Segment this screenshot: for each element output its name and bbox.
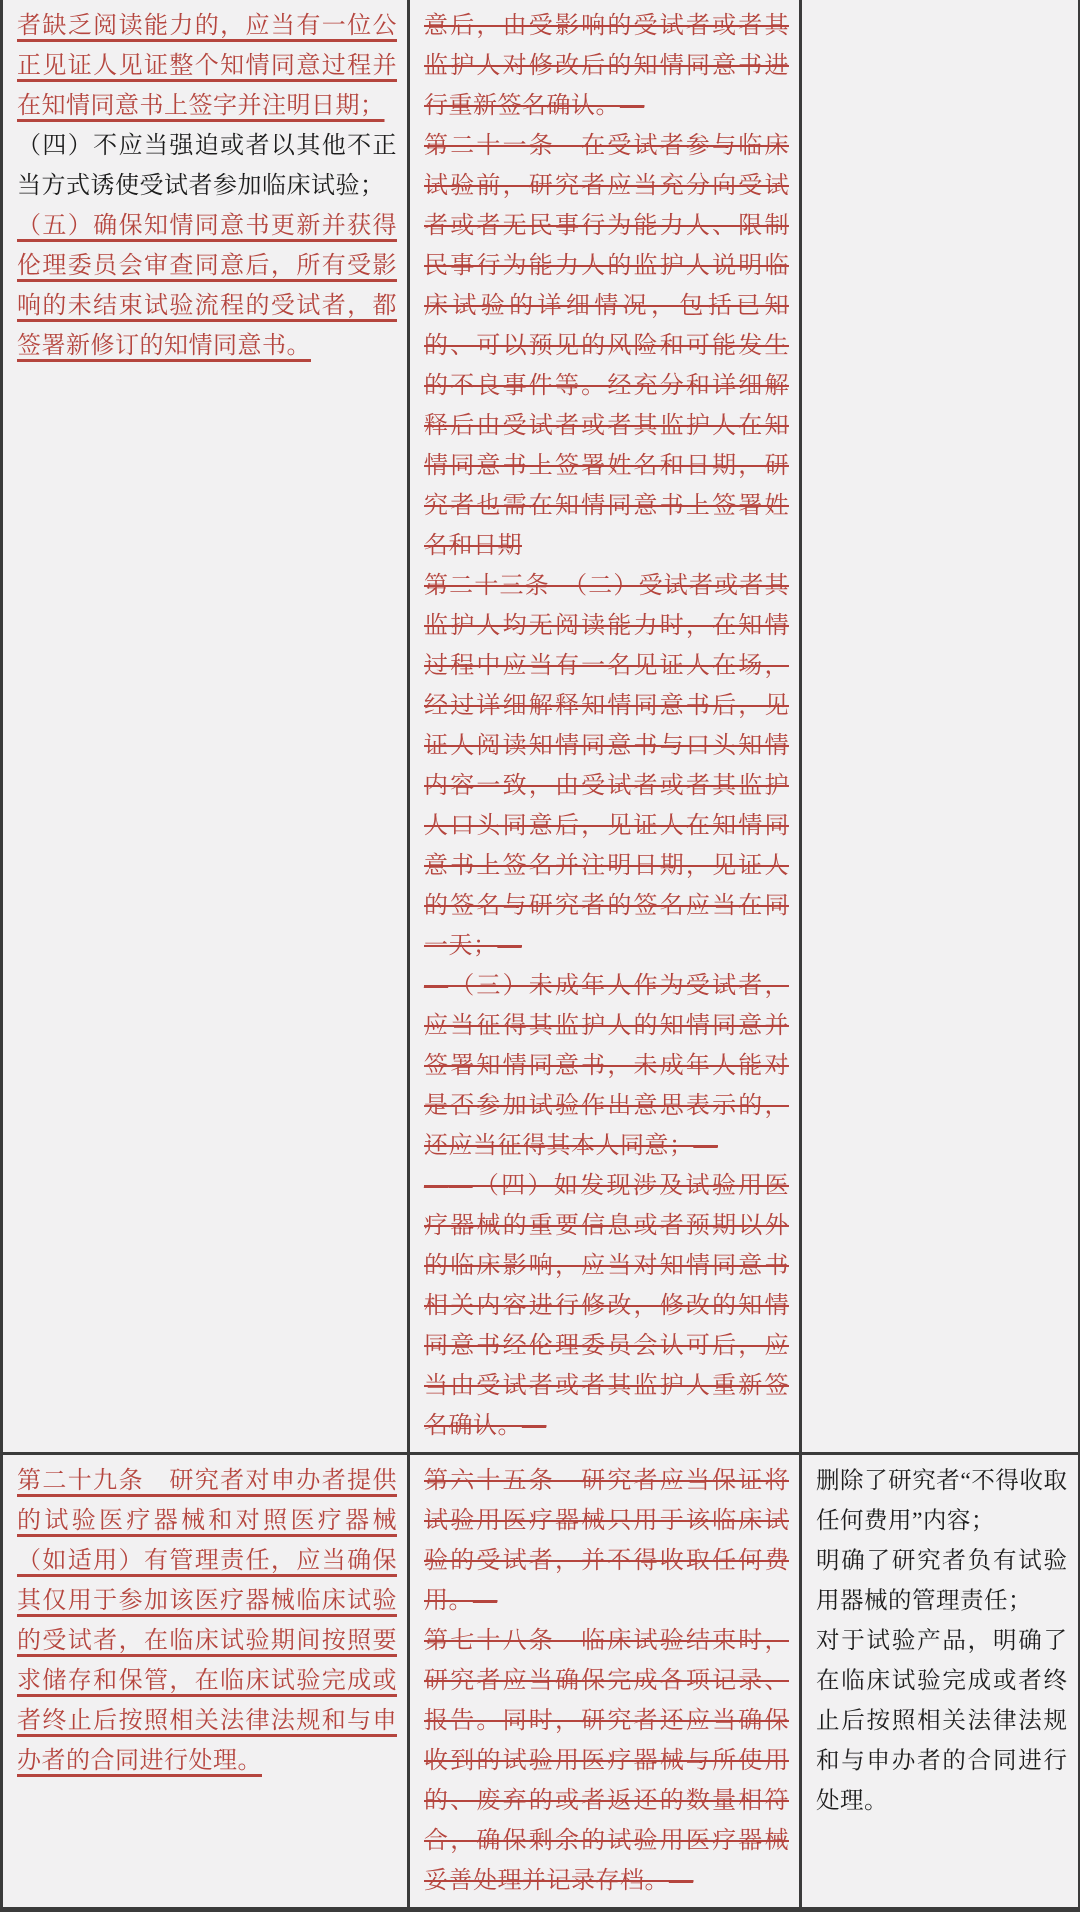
paragraph-deleted: 第二十一条 在受试者参与临床试验前，研究者应当充分向受试者或者无民事行为能力人、限制民事行为能力人的监护人说明临床试验的详细情况，包括已知的、可以预见的风险和可能发生的不良事件等。经充分和详细解释后由受试者或者其监护人在知情同意书上签署姓名和日期，研究者也需在知情同意书上签署姓名和日期 — [424, 133, 789, 559]
cell-old-version-text — [409, 1454, 801, 1910]
cell-old-version-text — [409, 0, 801, 1454]
paragraph-inserted: 第二十九条 研究者对申办者提供的试验医疗器械和对照医疗器械（如适用）有管理责任，应当确保其仅用于参加该医疗器械临床试验的受试者，在临床试验期间按照要求储存和保管，在临床试验完成或者终止后按照相关法律法规和与申办者的合同进行处理。 — [17, 1468, 397, 1774]
table-row — [2, 1454, 1080, 1910]
paragraph-normal: 删除了研究者“不得收取任何费用”内容； — [816, 1468, 1068, 1534]
paragraph-deleted: 意后，由受影响的受试者或者其监护人对修改后的知情同意书进行重新签名确认。— — [424, 13, 789, 119]
comparison-table-body — [2, 0, 1080, 1910]
paragraph-normal: 明确了研究者负有试验用器械的管理责任； — [816, 1548, 1068, 1614]
cell-new-version-text — [2, 0, 409, 1454]
paragraph-inserted: （五）确保知情同意书更新并获得伦理委员会审查同意后，所有受影响的未结束试验流程的受试者，都签署新修订的知情同意书。 — [17, 213, 397, 359]
paragraph-deleted: —（三）未成年人作为受试者，应当征得其监护人的知情同意并签署知情同意书，未成年人能对是否参加试验作出意思表示的，还应当征得其本人同意；— — [424, 973, 789, 1159]
cell-notes-version-text — [801, 1454, 1080, 1910]
paragraph-inserted: 者缺乏阅读能力的，应当有一位公正见证人见证整个知情同意过程并在知情同意书上签字并注明日期； — [17, 13, 397, 119]
paragraph-normal: （四）不应当强迫或者以其他不正当方式诱使受试者参加临床试验； — [17, 133, 397, 199]
cell-notes-version-text — [801, 0, 1080, 1454]
paragraph-deleted: 第七十八条 临床试验结束时，研究者应当确保完成各项记录、报告。同时，研究者还应当确保收到的试验用医疗器械与所使用的、废弃的或者返还的数量相符合，确保剩余的试验用医疗器械妥善处理并记录存档。— — [424, 1628, 789, 1894]
paragraph-deleted: 第六十五条 研究者应当保证将试验用医疗器械只用于该临床试验的受试者，并不得收取任何费用。— — [424, 1468, 789, 1614]
paragraph-deleted: 第二十三条 （二）受试者或者其监护人均无阅读能力时，在知情过程中应当有一名见证人在场，经过详细解释知情同意书后，见证人阅读知情同意书与口头知情内容一致，由受试者或者其监护人口头同意后，见证人在知情同意书上签名并注明日期，见证人的签名与研究者的签名应当在同一天；— — [424, 573, 789, 959]
paragraph-deleted: ——（四）如发现涉及试验用医疗器械的重要信息或者预期以外的临床影响，应当对知情同意书相关内容进行修改，修改的知情同意书经伦理委员会认可后，应当由受试者或者其监护人重新签名确认。— — [424, 1173, 789, 1439]
table-row — [2, 0, 1080, 1454]
paragraph-normal: 对于试验产品，明确了在临床试验完成或者终止后按照相关法律法规和与申办者的合同进行处理。 — [816, 1628, 1068, 1814]
cell-new-version-text — [2, 1454, 409, 1910]
